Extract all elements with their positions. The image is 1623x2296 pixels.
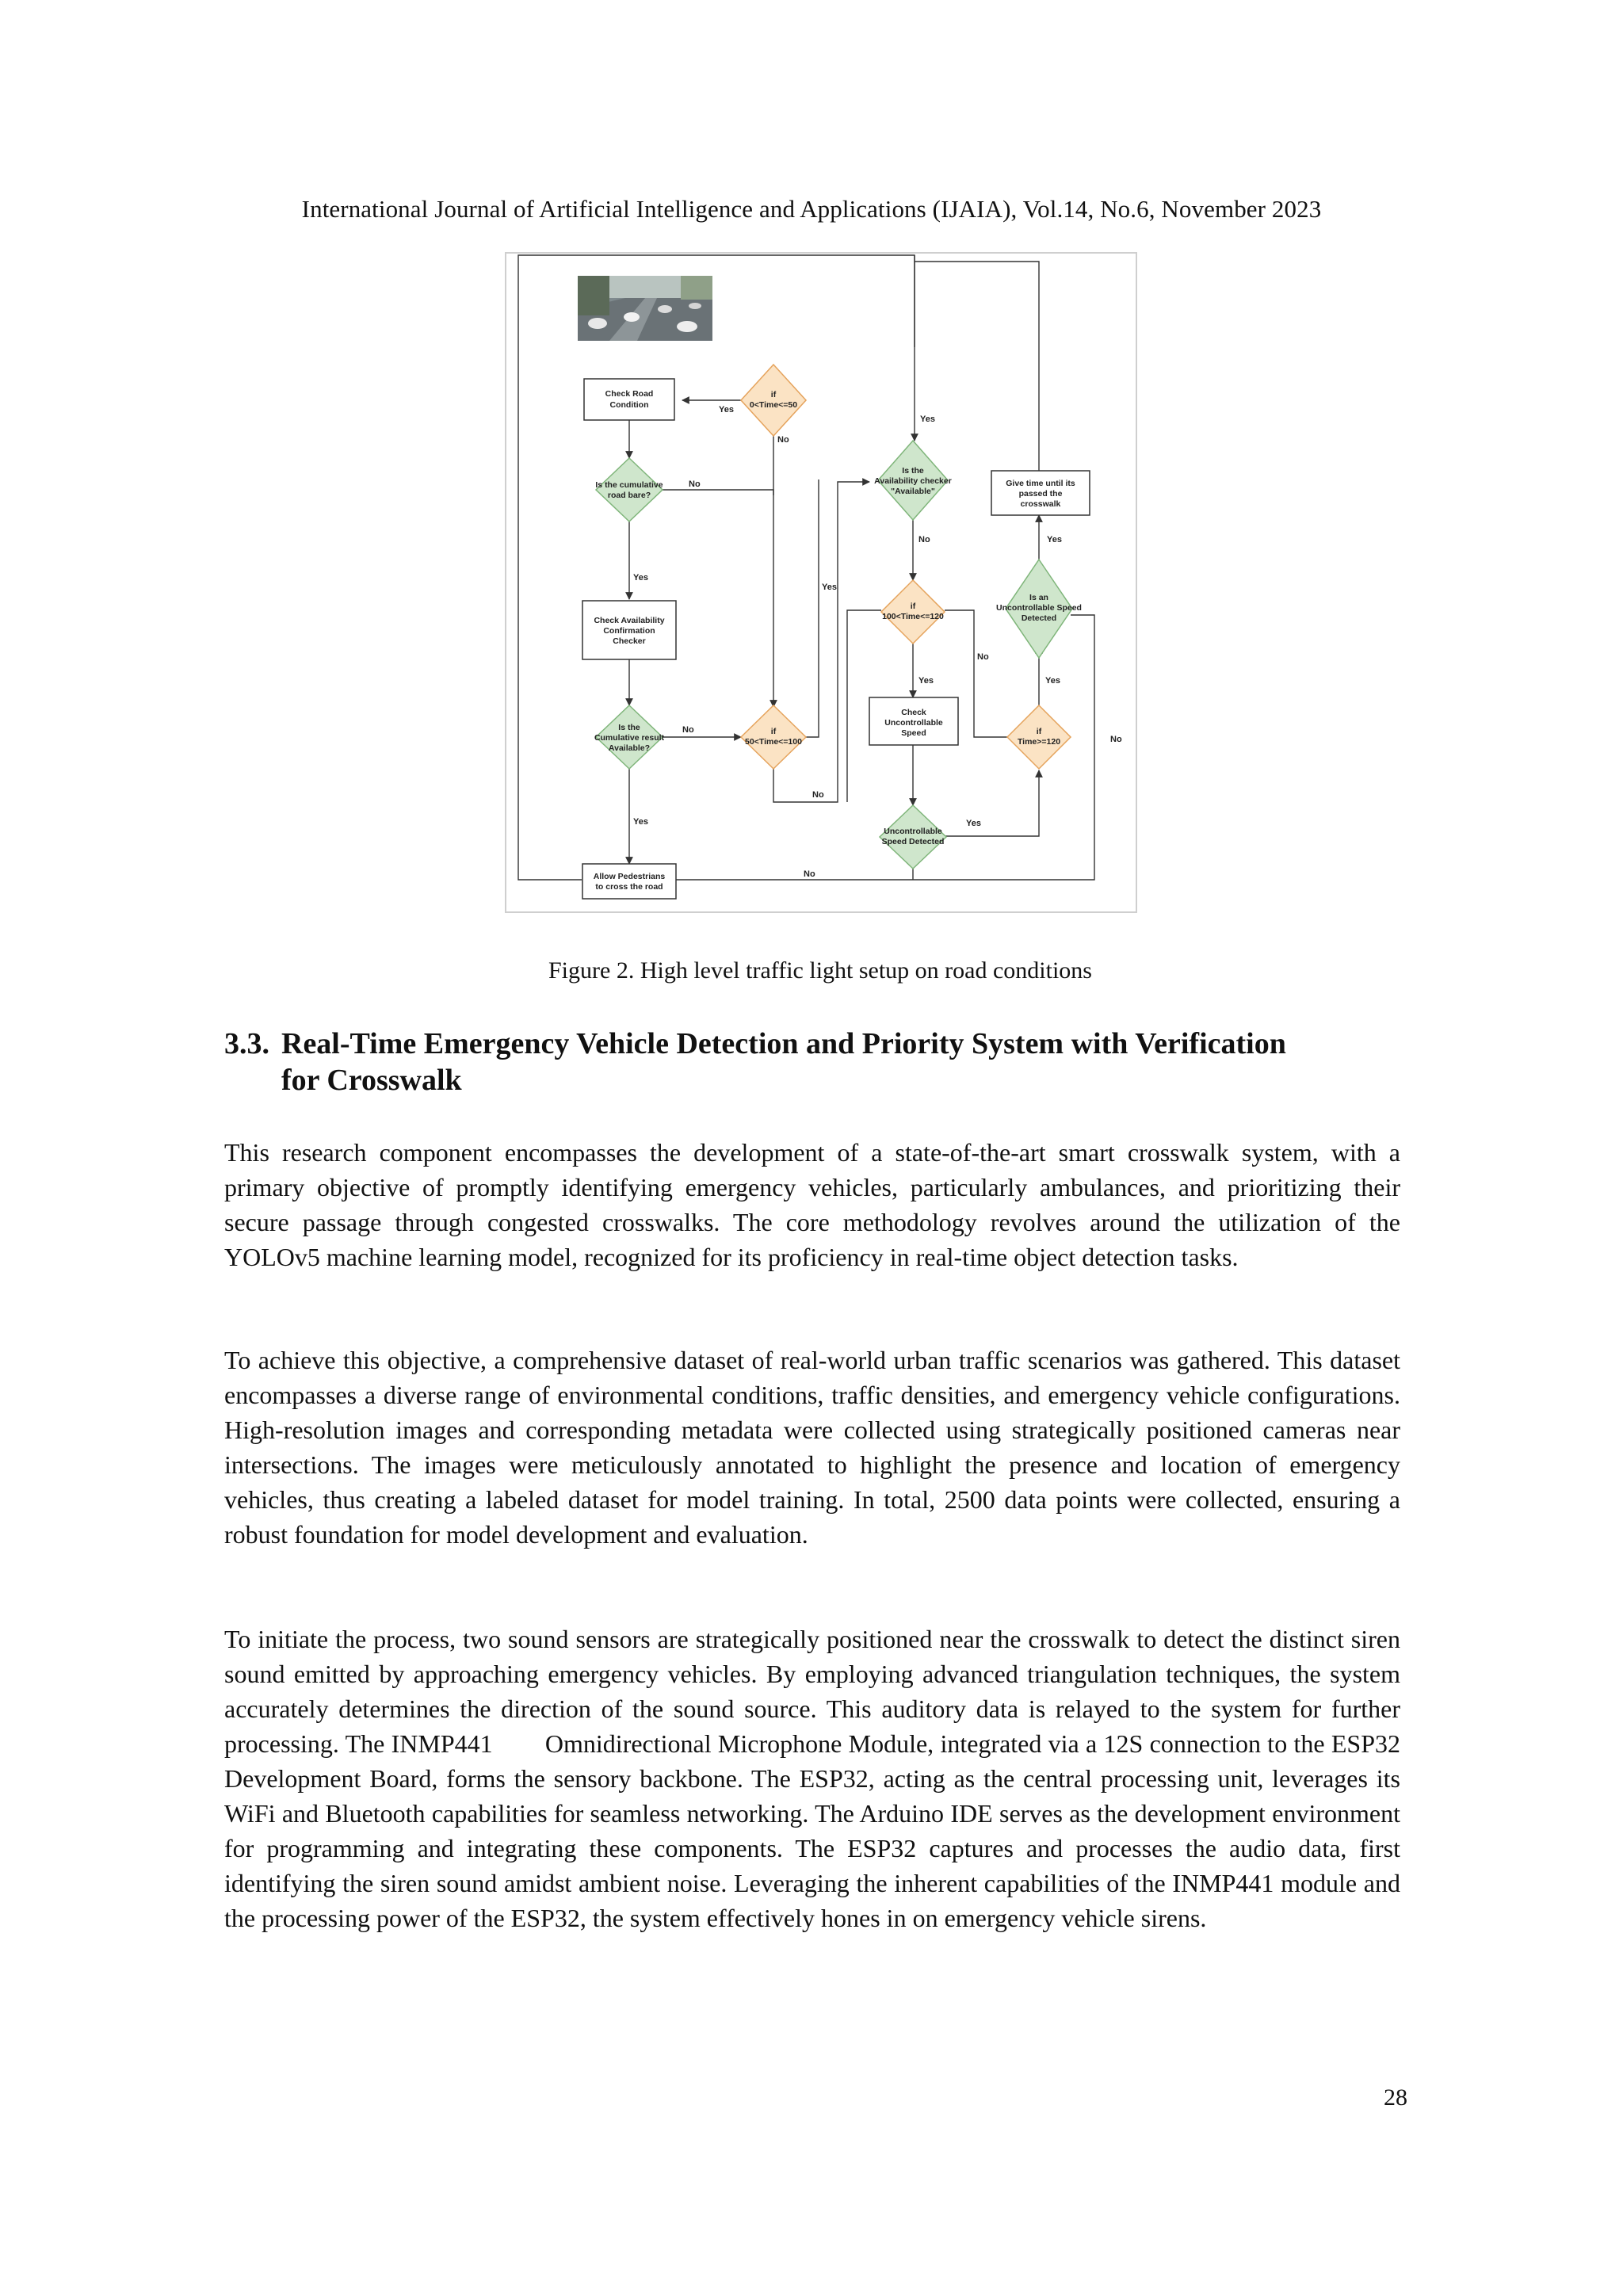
label-yes: Yes xyxy=(822,583,837,592)
svg-text:Checker: Checker xyxy=(613,636,646,646)
section-number: 3.3. xyxy=(224,1027,269,1060)
node-allow-pedestrians xyxy=(582,864,676,899)
node-if-0-50 xyxy=(741,365,806,436)
node-cumulative-available xyxy=(594,705,665,769)
svg-text:100<Time<=120: 100<Time<=120 xyxy=(882,612,944,621)
label-no: No xyxy=(777,435,789,445)
label-yes: Yes xyxy=(633,817,648,827)
label-no: No xyxy=(977,652,989,662)
node-uncontrollable-detected xyxy=(880,805,946,869)
svg-text:Give time until its: Give time until its xyxy=(1006,479,1075,488)
svg-text:if: if xyxy=(910,602,916,611)
node-if-120 xyxy=(1007,705,1071,769)
svg-text:road bare?: road bare? xyxy=(607,491,651,500)
label-yes: Yes xyxy=(966,819,981,828)
label-yes: Yes xyxy=(1047,535,1062,544)
label-no: No xyxy=(682,725,694,735)
svg-text:Check Road: Check Road xyxy=(605,389,654,399)
svg-text:if: if xyxy=(1036,727,1042,736)
road-photo xyxy=(578,276,712,341)
label-no: No xyxy=(918,535,930,544)
section-title-line2: for Crosswalk xyxy=(281,1064,462,1097)
node-uncontrollable-detected-question xyxy=(996,560,1082,658)
svg-text:Cumulative result: Cumulative result xyxy=(594,733,665,743)
svg-text:Uncontrollable: Uncontrollable xyxy=(884,827,942,836)
label-no: No xyxy=(1110,735,1122,744)
figure-caption: Figure 2. High level traffic light setup on road conditions xyxy=(548,957,1092,984)
svg-text:Speed: Speed xyxy=(901,728,926,738)
svg-text:passed the: passed the xyxy=(1018,489,1063,499)
label-no: No xyxy=(812,790,824,800)
section-heading xyxy=(224,1026,1413,1098)
label-yes: Yes xyxy=(1045,676,1060,686)
svg-text:Allow Pedestrians: Allow Pedestrians xyxy=(593,872,666,881)
svg-text:Uncontrollable Speed: Uncontrollable Speed xyxy=(996,603,1082,613)
svg-text:to cross the road: to cross the road xyxy=(595,882,663,892)
svg-text:0<Time<=50: 0<Time<=50 xyxy=(749,400,798,410)
svg-text:Speed Detected: Speed Detected xyxy=(881,837,945,846)
svg-text:Is the: Is the xyxy=(902,466,924,476)
node-check-uncontrollable xyxy=(869,697,958,745)
svg-text:Uncontrollable: Uncontrollable xyxy=(884,718,943,728)
paragraph-1: This research component encompasses the development of a state-of-the-art smart crosswalk system, with a primary objective of promptly identifying emergency vehicles, particularly ambulances, and prioritizing their secure passage through congested crosswalks. The core methodology revolves around the utilization of the YOLOv5 machine learning model, recognized for its proficiency in real-time object detection tasks. xyxy=(224,1138,1400,1271)
label-yes: Yes xyxy=(918,676,934,686)
flowchart-figure xyxy=(505,252,1137,913)
svg-text:Is an: Is an xyxy=(1029,593,1048,602)
svg-text:50<Time<=100: 50<Time<=100 xyxy=(745,737,802,747)
svg-text:Detected: Detected xyxy=(1021,613,1057,623)
svg-text:Condition: Condition xyxy=(609,400,649,410)
node-check-availability xyxy=(582,601,676,659)
svg-text:Check: Check xyxy=(901,708,926,717)
paragraph-2: To achieve this objective, a comprehensive dataset of real-world urban traffic scenarios was gathered. This dataset encompasses a diverse range of environmental conditions, traffic densities, and emergency vehicle configurations. High-resolution images and corresponding metadata were collected using strategically positioned cameras near intersections. The images were meticulously annotated to highlight the presence and location of emergency vehicles, thus creating a labeled dataset for model training. In total, 2500 data points were collected, ensuring a robust foundation for model development and evaluation. xyxy=(224,1346,1400,1549)
label-yes: Yes xyxy=(633,573,648,583)
label-yes: Yes xyxy=(920,415,935,424)
svg-text:if: if xyxy=(770,727,777,736)
label-no: No xyxy=(689,479,701,489)
flowchart-connectors xyxy=(518,255,1094,880)
svg-text:"Available": "Available" xyxy=(891,487,935,496)
running-header: International Journal of Artificial Intelligence and Applications (IJAIA), Vol.14, No.6, November 2023 xyxy=(301,195,1322,223)
node-cumulative-bare xyxy=(595,458,663,521)
svg-text:Is the: Is the xyxy=(618,723,640,732)
paragraph-3: To initiate the process, two sound sensors are strategically positioned near the crosswalk to detect the distinct siren sound emitted by approaching emergency vehicles. By employing advanced triangulation techniques, the system accurately determines the direction of the sound source. This auditory data is relayed to the system for further processing. The INMP441 Omnidirectional Microphone Module, integrated via a 12S connection to the ESP32 Development Board, forms the sensory backbone. The ESP32, acting as the central processing unit, leverages its WiFi and Bluetooth capabilities for seamless networking. The Arduino IDE serves as the development environment for programming and integrating these components. The ESP32 captures and processes the audio data, first identifying the siren sound amidst ambient noise. Leveraging the inherent capabilities of the INMP441 module and the processing power of the ESP32, the system effectively hones in on emergency vehicle sirens. xyxy=(224,1625,1407,1932)
svg-text:if: if xyxy=(770,390,777,399)
node-if-50-100 xyxy=(741,705,806,769)
svg-text:Confirmation: Confirmation xyxy=(603,626,655,636)
node-check-road xyxy=(584,379,674,420)
svg-text:Is the cumulative: Is the cumulative xyxy=(595,480,663,490)
label-yes: Yes xyxy=(719,405,734,415)
svg-text:Availability checker: Availability checker xyxy=(874,476,952,486)
node-if-100-120 xyxy=(881,580,945,644)
svg-text:crosswalk: crosswalk xyxy=(1020,499,1061,509)
svg-text:Time>=120: Time>=120 xyxy=(1017,737,1061,747)
label-no: No xyxy=(804,869,815,879)
section-title-line1: Real-Time Emergency Vehicle Detection and Priority System with Verification xyxy=(281,1027,1286,1060)
page-number: 28 xyxy=(1384,2084,1407,2111)
svg-text:Available?: Available? xyxy=(608,743,651,753)
svg-text:Check Availability: Check Availability xyxy=(594,616,665,625)
flowchart-svg xyxy=(506,254,1136,911)
node-give-time xyxy=(991,471,1090,515)
node-availability-checker xyxy=(874,441,952,520)
